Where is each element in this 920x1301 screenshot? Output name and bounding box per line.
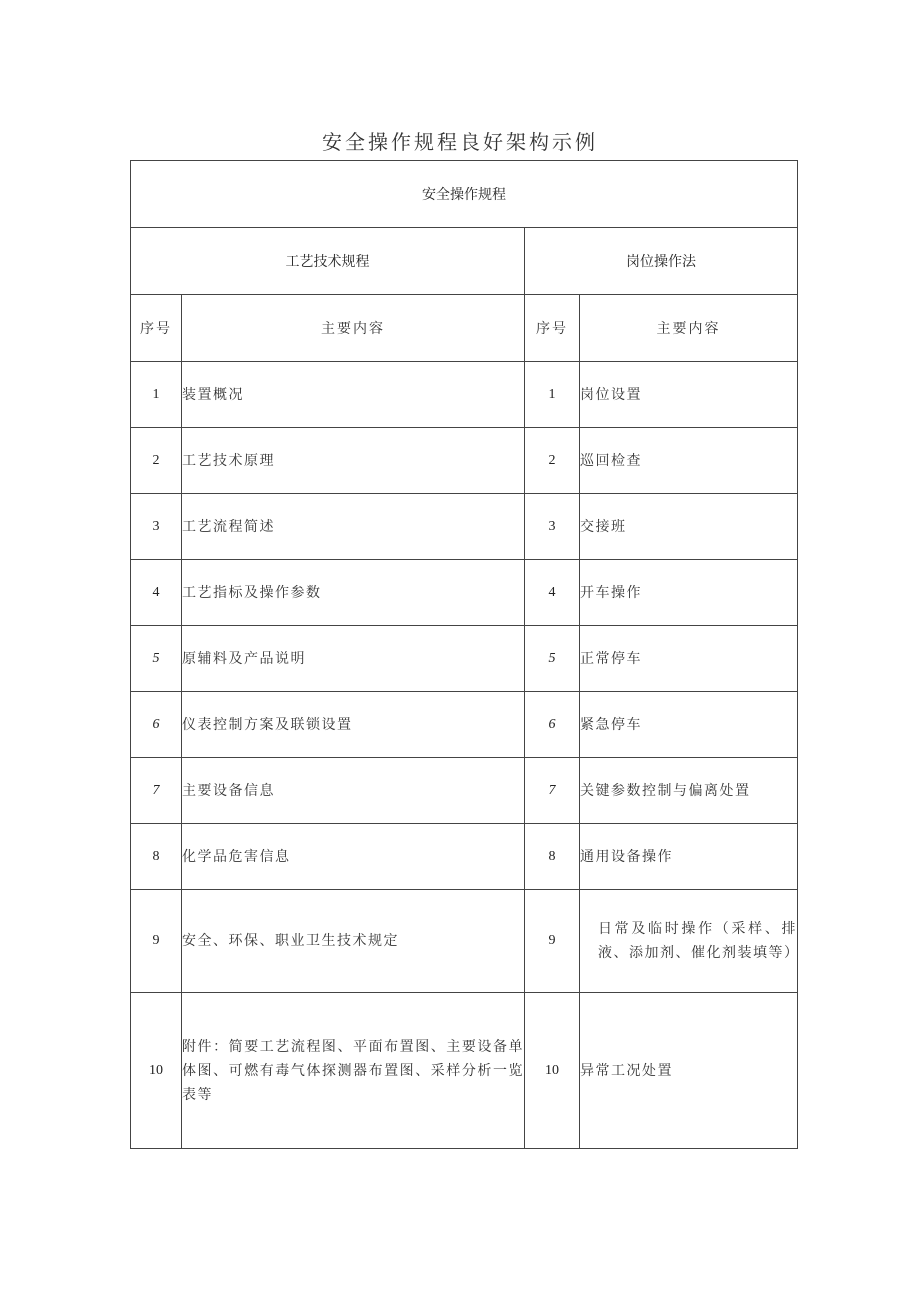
left-content: 仪表控制方案及联锁设置	[182, 692, 525, 758]
right-content: 岗位设置	[580, 362, 798, 428]
table-title-row	[131, 161, 798, 228]
left-content: 附件：简要工艺流程图、平面布置图、主要设备单体图、可燃有毒气体探测器布置图、采样分析一览表等	[182, 993, 525, 1149]
left-seq: 6	[131, 692, 182, 758]
table-title: 安全操作规程	[131, 161, 798, 228]
table-row	[131, 494, 798, 560]
left-seq: 1	[131, 362, 182, 428]
table-row	[131, 993, 798, 1149]
procedure-table	[130, 160, 798, 1149]
right-content: 交接班	[580, 494, 798, 560]
left-content: 安全、环保、职业卫生技术规定	[182, 890, 525, 993]
section-row	[131, 228, 798, 295]
right-content: 关键参数控制与偏离处置	[580, 758, 798, 824]
left-seq: 3	[131, 494, 182, 560]
right-content: 开车操作	[580, 560, 798, 626]
right-content: 通用设备操作	[580, 824, 798, 890]
left-content: 装置概况	[182, 362, 525, 428]
table-row	[131, 362, 798, 428]
left-section-title: 工艺技术规程	[131, 228, 525, 295]
table-row	[131, 428, 798, 494]
right-seq: 6	[525, 692, 580, 758]
left-col-content-header: 主要内容	[182, 295, 525, 362]
right-section-title: 岗位操作法	[525, 228, 798, 295]
column-header-row	[131, 295, 798, 362]
left-seq: 8	[131, 824, 182, 890]
table-row	[131, 890, 798, 993]
left-content: 工艺技术原理	[182, 428, 525, 494]
left-col-seq-header: 序号	[131, 295, 182, 362]
right-content: 正常停车	[580, 626, 798, 692]
right-seq: 8	[525, 824, 580, 890]
page-title: 安全操作规程良好架构示例	[322, 130, 598, 154]
right-seq: 1	[525, 362, 580, 428]
table-row	[131, 824, 798, 890]
right-content: 日常及临时操作（采样、排液、添加剂、催化剂装填等）	[580, 890, 798, 993]
left-seq: 2	[131, 428, 182, 494]
right-col-seq-header: 序号	[525, 295, 580, 362]
left-content: 主要设备信息	[182, 758, 525, 824]
right-content: 紧急停车	[580, 692, 798, 758]
right-seq: 3	[525, 494, 580, 560]
right-seq: 4	[525, 560, 580, 626]
table-row	[131, 560, 798, 626]
left-content: 化学品危害信息	[182, 824, 525, 890]
left-seq: 10	[131, 993, 182, 1149]
right-seq: 7	[525, 758, 580, 824]
table-row	[131, 758, 798, 824]
right-content: 异常工况处置	[580, 993, 798, 1149]
left-content: 工艺指标及操作参数	[182, 560, 525, 626]
right-seq: 2	[525, 428, 580, 494]
left-seq: 7	[131, 758, 182, 824]
right-content: 巡回检查	[580, 428, 798, 494]
left-seq: 9	[131, 890, 182, 993]
left-seq: 5	[131, 626, 182, 692]
right-seq: 9	[525, 890, 580, 993]
table-row	[131, 692, 798, 758]
left-seq: 4	[131, 560, 182, 626]
table-row	[131, 626, 798, 692]
right-seq: 10	[525, 993, 580, 1149]
right-seq: 5	[525, 626, 580, 692]
left-content: 工艺流程简述	[182, 494, 525, 560]
right-col-content-header: 主要内容	[580, 295, 798, 362]
left-content: 原辅料及产品说明	[182, 626, 525, 692]
